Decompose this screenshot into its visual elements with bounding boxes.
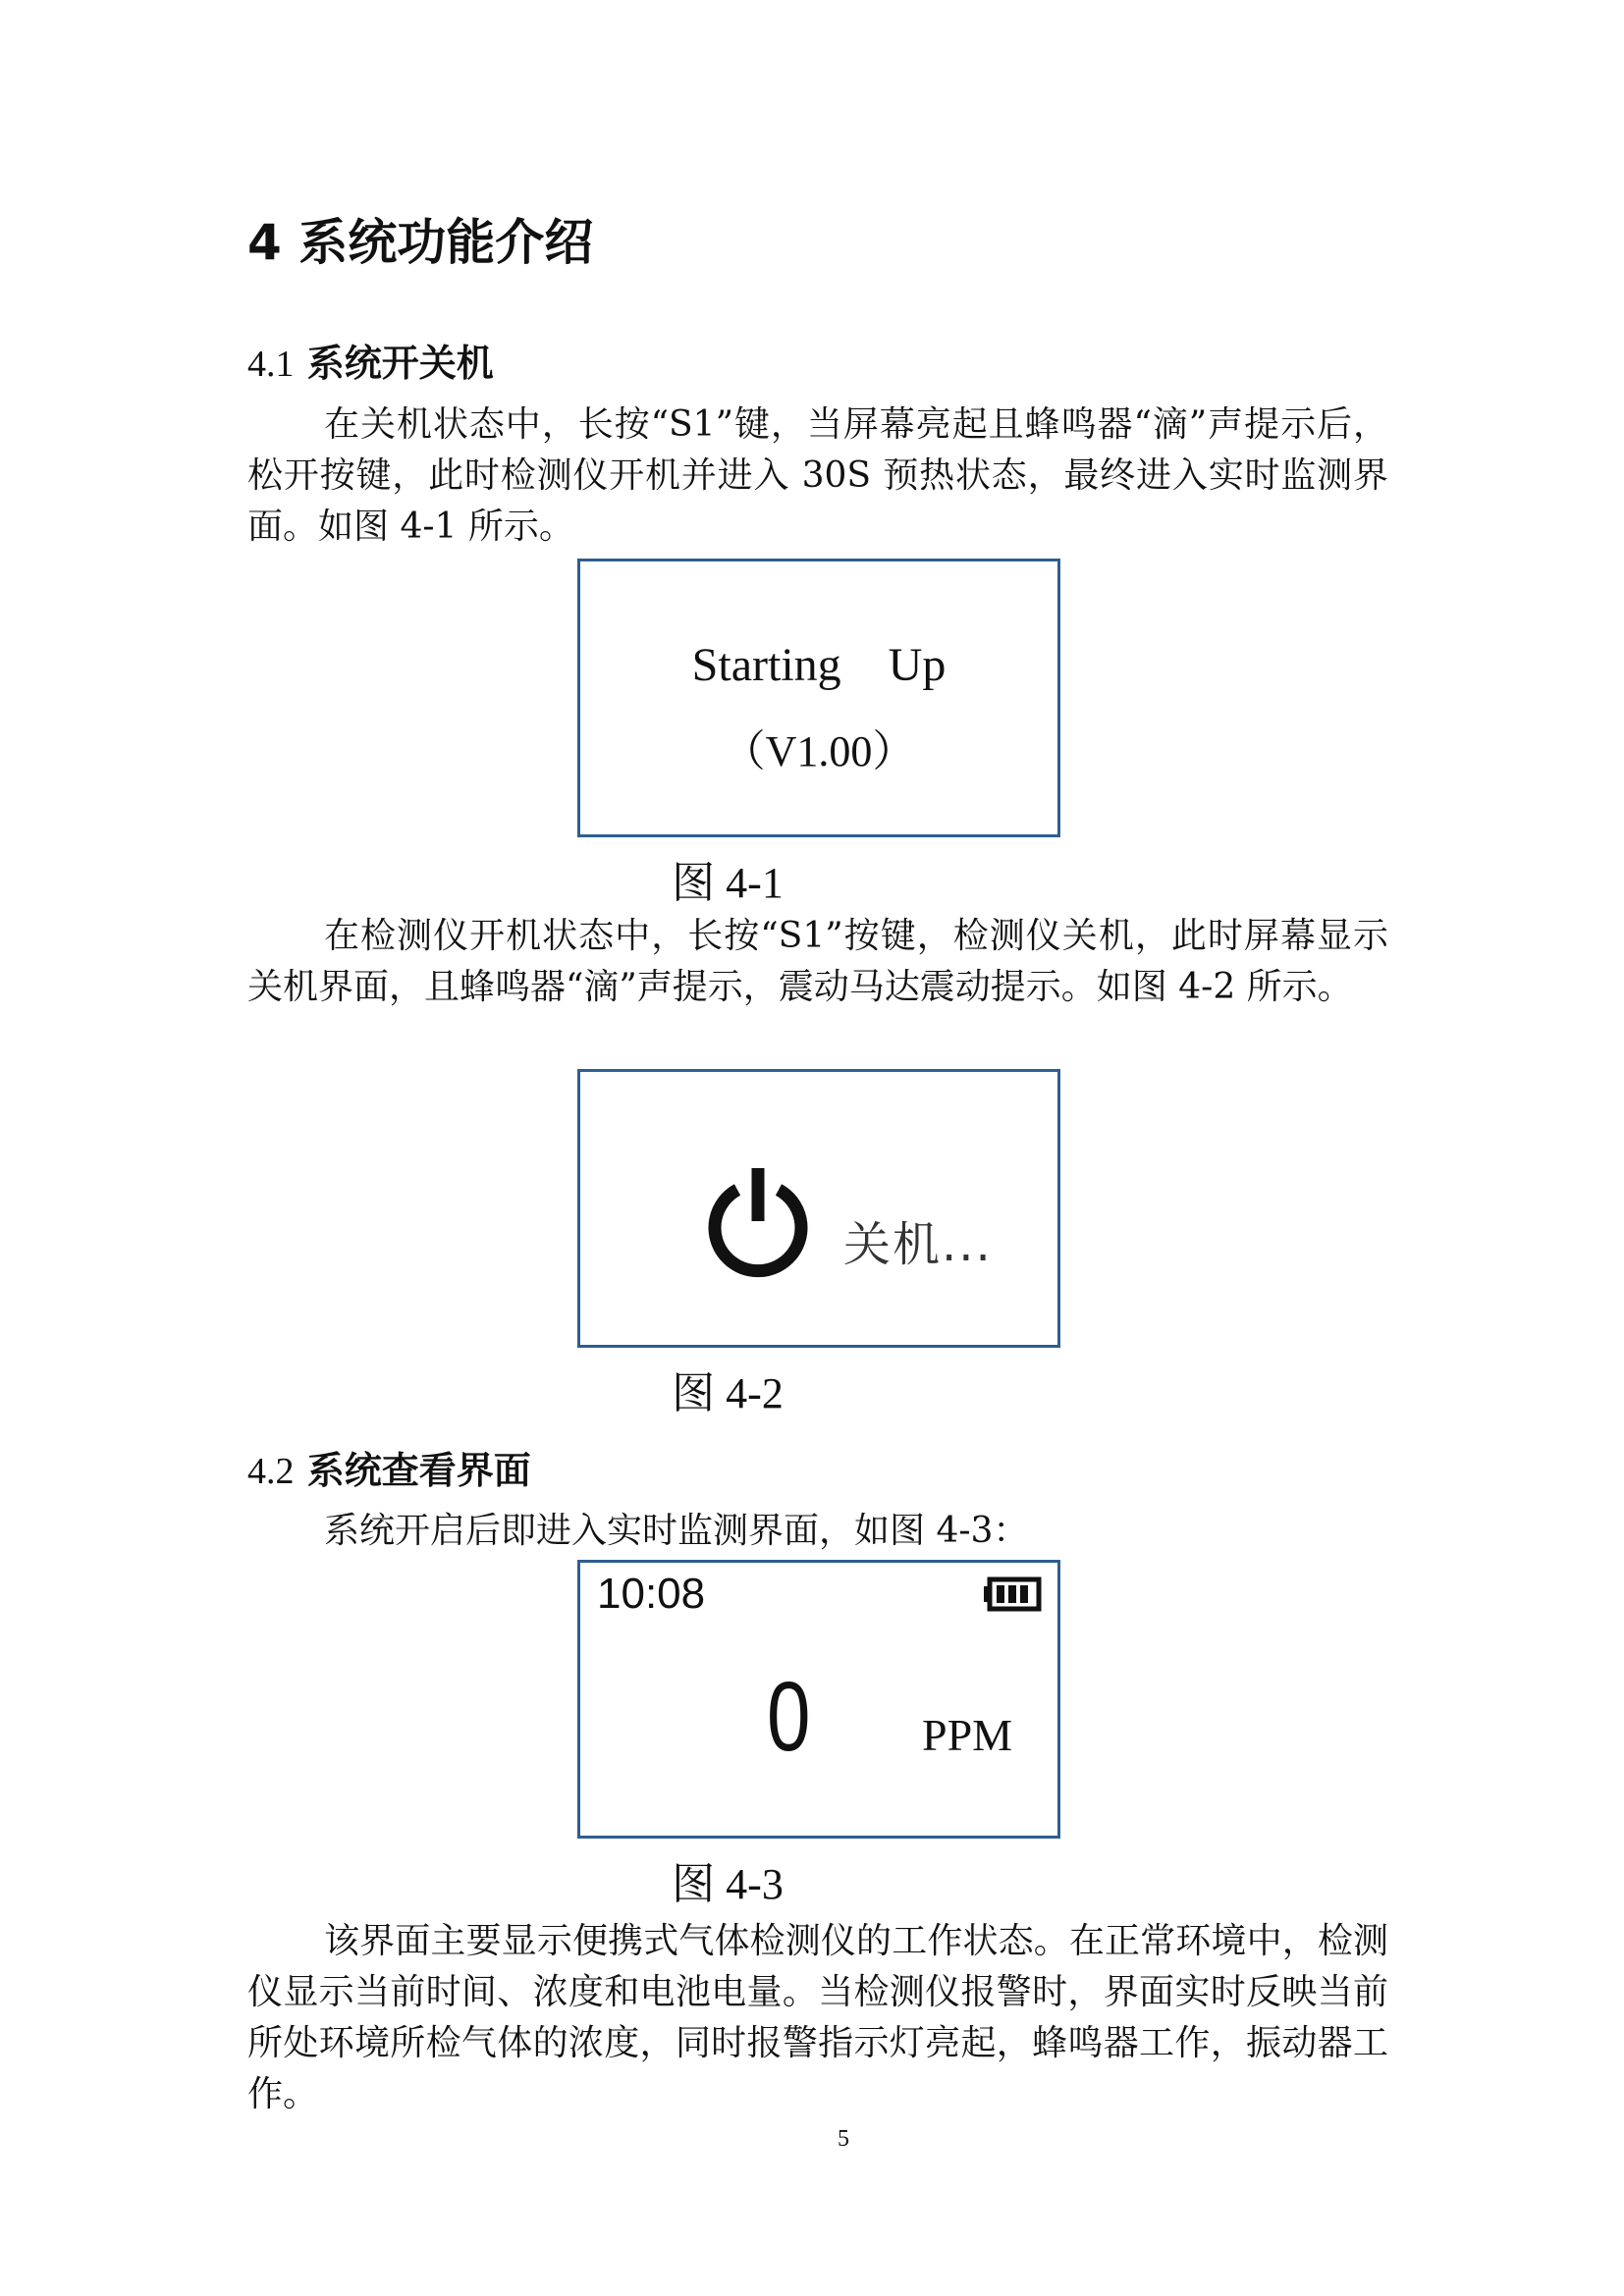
paragraph-monitor-description: 该界面主要显示便携式气体检测仪的工作状态。在正常环境中，检测仪显示当前时间、浓度和电池电量。当检测仪报警时，界面实时反映当前所处环境所检气体的浓度，同时报警指示灯亮起，蜂鸣器工作，振动器工作。: [247, 1921, 1388, 2114]
unit-label: PPM: [922, 1710, 1013, 1760]
page-number: 5: [838, 2126, 849, 2152]
paragraph-monitor-intro: 系统开启后即进入实时监测界面，如图 4-3：: [324, 1511, 1029, 1551]
figure-4-3-screen: [577, 1560, 1060, 1839]
time-display: 10:08: [597, 1570, 706, 1618]
starting-up-text: Starting Up: [691, 639, 947, 691]
paragraph-power-on: 在关机状态中，长按“S1”键，当屏幕亮起且蜂鸣器“滴”声提示后，松开按键，此时检测仪开机并进入 30S 预热状态，最终进入实时监测界面。如图 4-1 所示。: [247, 404, 1388, 547]
section-title: 4 系统功能介绍: [247, 214, 594, 271]
paragraph-power-off: 在检测仪开机状态中，长按“S1”按键，检测仪关机，此时屏幕显示关机界面，且蜂鸣器“滴”声提示，震动马达震动提示。如图 4-2 所示。: [247, 916, 1388, 1007]
battery-icon: [983, 1576, 1042, 1612]
figure-caption: 图 4-2: [672, 1369, 784, 1417]
shutdown-text: 关机...: [843, 1217, 993, 1272]
subsection-title: 系统查看界面: [306, 1449, 531, 1492]
subsection-heading-4-2: [247, 1443, 531, 1499]
subsection-heading-4-1: [247, 336, 494, 392]
subsection-number: 4.1: [247, 344, 295, 385]
concentration-value: 0: [767, 1662, 811, 1772]
figure-caption: 图 4-1: [672, 859, 784, 907]
subsection-number: 4.2: [247, 1451, 295, 1492]
figure-4-2-screen: [577, 1069, 1060, 1348]
figure-caption: 图 4-3: [672, 1860, 784, 1908]
power-icon: [700, 1162, 816, 1278]
version-text: （V1.00）: [722, 727, 916, 775]
figure-4-1-screen: [577, 559, 1060, 837]
subsection-title: 系统开关机: [306, 342, 494, 385]
